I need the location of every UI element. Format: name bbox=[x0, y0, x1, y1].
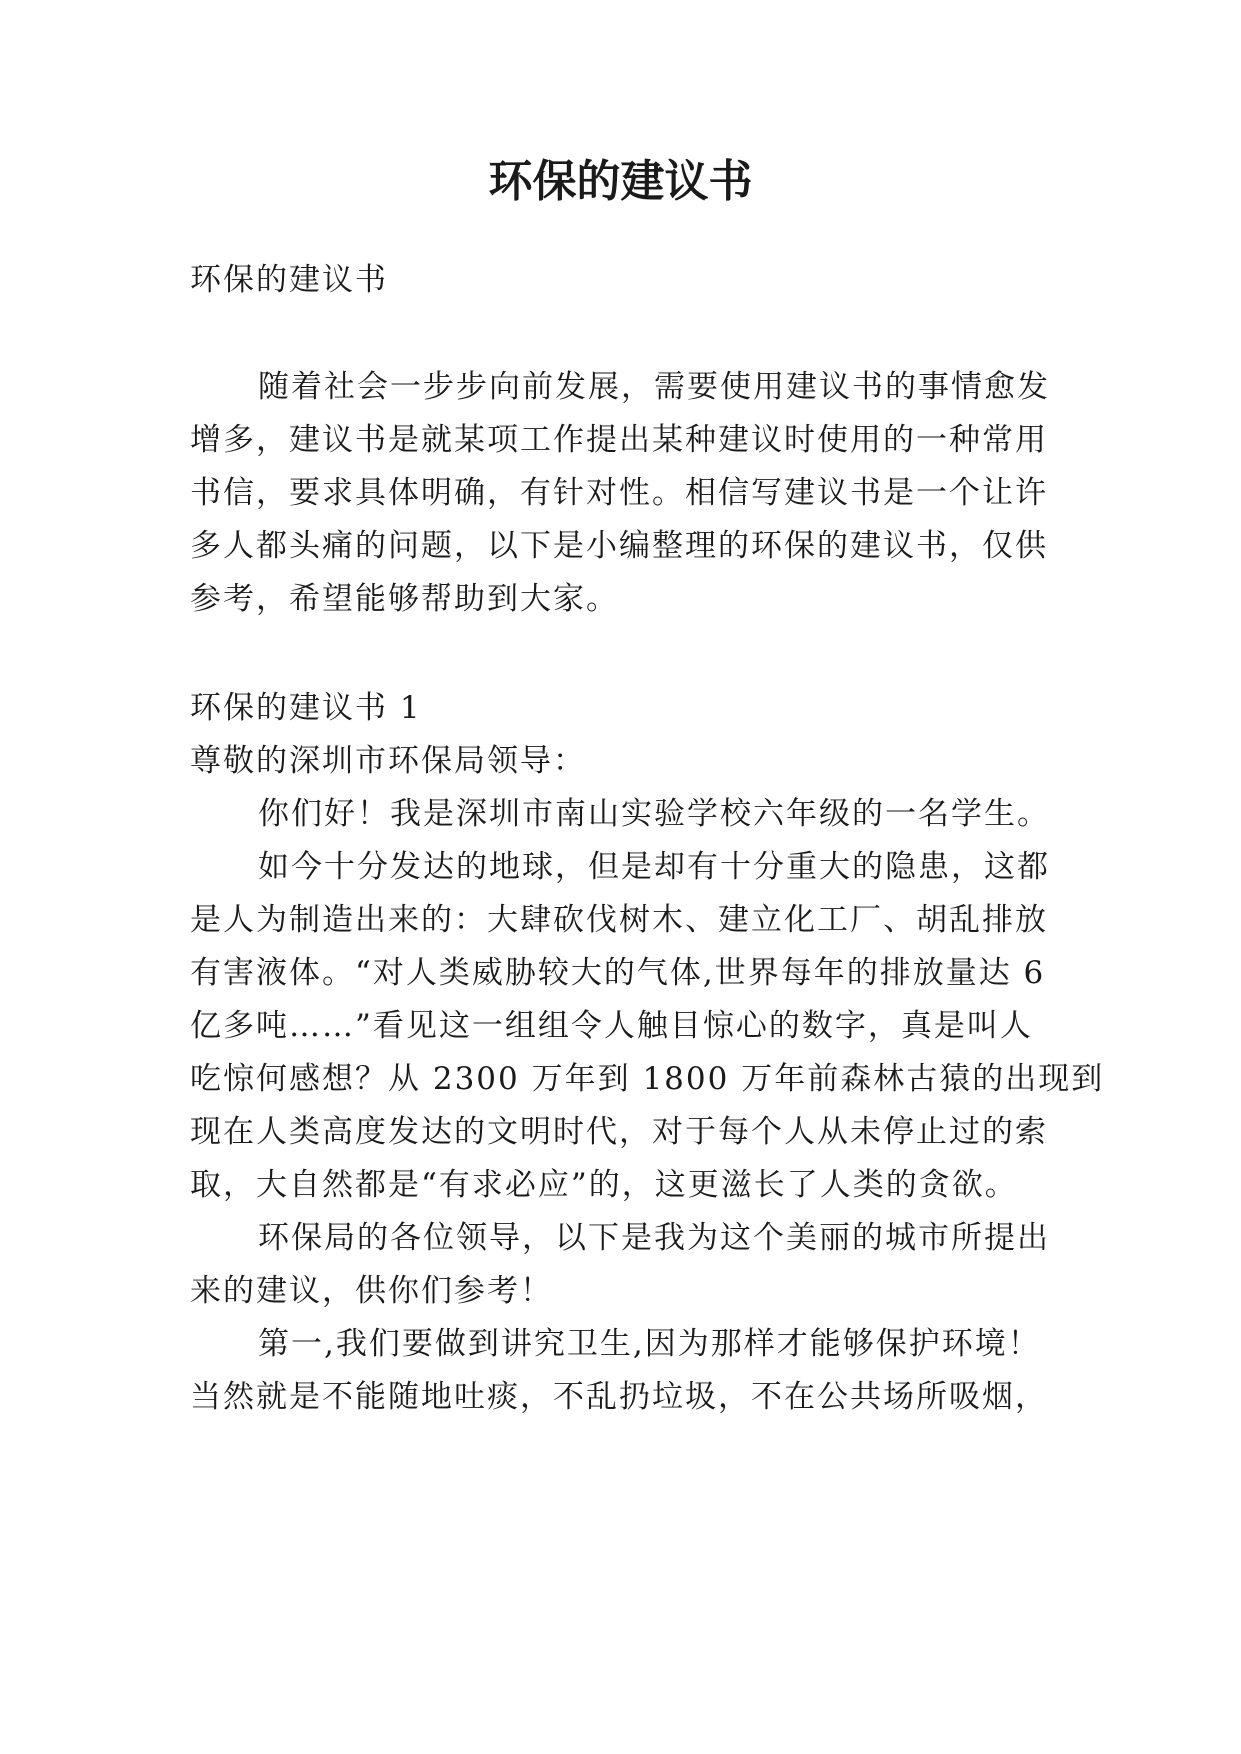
document-title: 环保的建议书 bbox=[488, 156, 753, 207]
body-line: 当然就是不能随地吐痰，不乱扔垃圾，不在公共场所吸烟， bbox=[190, 1379, 1048, 1415]
document-subtitle: 环保的建议书 bbox=[190, 262, 388, 298]
salutation: 尊敬的深圳市环保局领导： bbox=[190, 743, 586, 779]
intro-line: 多人都头痛的问题，以下是小编整理的环保的建议书，仅供 bbox=[190, 528, 1048, 564]
intro-line: 随着社会一步步向前发展，需要使用建议书的事情愈发 bbox=[258, 369, 1050, 405]
intro-line: 增多，建议书是就某项工作提出某种建议时使用的一种常用 bbox=[190, 422, 1048, 458]
body-line: 吃惊何感想？从 2300 万年到 1800 万年前森林古猿的出现到 bbox=[190, 1061, 1105, 1097]
body-line: 你们好！我是深圳市南山实验学校六年级的一名学生。 bbox=[258, 796, 1050, 832]
body-line: 第一,我们要做到讲究卫生,因为那样才能够保护环境！ bbox=[258, 1326, 1041, 1362]
section-heading: 环保的建议书 1 bbox=[190, 690, 422, 726]
body-line: 取，大自然都是“有求必应”的，这更滋长了人类的贪欲。 bbox=[190, 1167, 1018, 1203]
body-line: 是人为制造出来的：大肆砍伐树木、建立化工厂、胡乱排放 bbox=[190, 902, 1048, 938]
body-line: 亿多吨……”看见这一组组令人触目惊心的数字，真是叫人 bbox=[190, 1008, 1033, 1044]
body-line: 现在人类高度发达的文明时代，对于每个人从未停止过的索 bbox=[190, 1114, 1048, 1150]
body-line: 如今十分发达的地球，但是却有十分重大的隐患，这都 bbox=[258, 849, 1050, 885]
intro-line: 书信，要求具体明确，有针对性。相信写建议书是一个让许 bbox=[190, 475, 1048, 511]
body-line: 环保局的各位领导，以下是我为这个美丽的城市所提出 bbox=[258, 1220, 1050, 1256]
body-line: 来的建议，供你们参考！ bbox=[190, 1273, 553, 1309]
intro-line: 参考，希望能够帮助到大家。 bbox=[190, 581, 619, 617]
body-line: 有害液体。“对人类威胁较大的气体,世界每年的排放量达 6 bbox=[190, 955, 1046, 991]
